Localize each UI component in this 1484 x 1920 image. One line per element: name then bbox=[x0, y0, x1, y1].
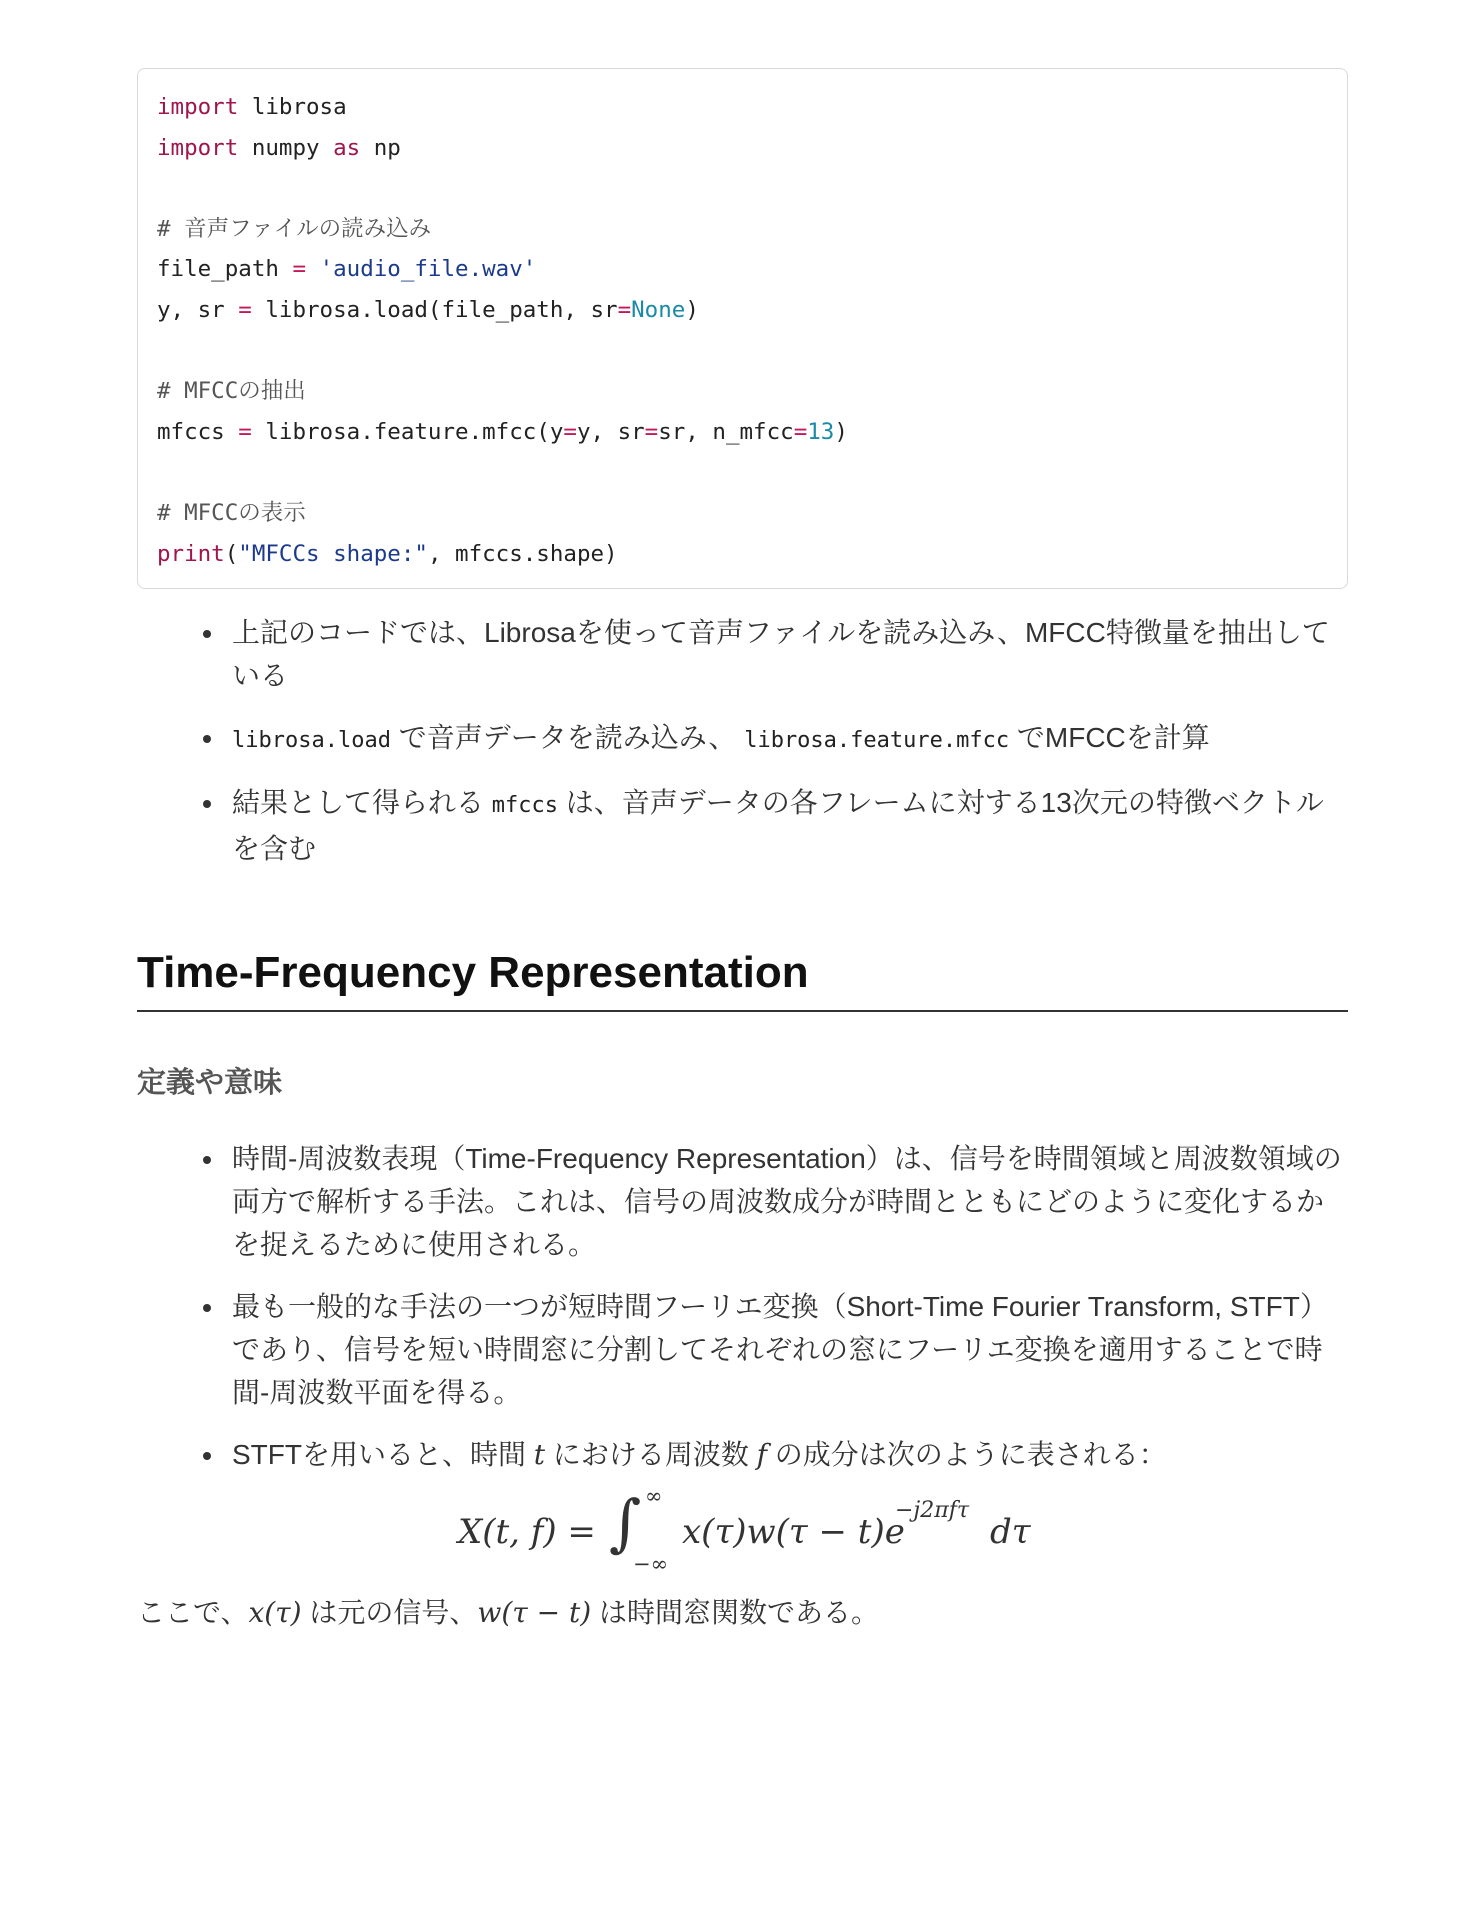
math-variable: t bbox=[533, 1438, 546, 1472]
code-token: 13 bbox=[807, 418, 835, 445]
paragraph-text: は元の信号、 bbox=[301, 1597, 478, 1629]
code-token: librosa.feature.mfcc(y bbox=[251, 418, 564, 445]
code-token: # MFCCの抽出 bbox=[157, 378, 306, 405]
stft-formula bbox=[137, 1482, 1348, 1577]
code-token: librosa bbox=[238, 94, 347, 120]
closing-paragraph bbox=[137, 1591, 1348, 1634]
code-token: import bbox=[157, 134, 239, 161]
code-line bbox=[157, 128, 1328, 169]
code-token: ( bbox=[224, 540, 239, 567]
code-token: mfccs bbox=[157, 418, 239, 445]
document-page bbox=[137, 68, 1348, 1634]
list-item: 時間-周波数表現（Time-Frequency Representation）は、信号を時間領域と周波数領域の両方で解析する手法。これは、信号の周波数成分が時間とともにどのように変化するかを捉えるために使用される。 bbox=[137, 1137, 1348, 1266]
inline-code: librosa.load bbox=[232, 728, 391, 754]
code-token: librosa.load(file_path, sr bbox=[251, 296, 618, 323]
code-token: = bbox=[563, 418, 577, 445]
code-line bbox=[157, 87, 1328, 128]
code-token: # MFCCの表示 bbox=[157, 499, 306, 526]
list-item-text: 結果として得られる bbox=[232, 787, 492, 819]
code-line bbox=[157, 331, 1328, 372]
paragraph-text: ここで、 bbox=[137, 1597, 249, 1629]
formula-lhs: X(t, f) = bbox=[458, 1512, 596, 1553]
math-expression: w(τ − t) bbox=[477, 1596, 592, 1630]
code-token: None bbox=[631, 296, 686, 323]
code-token: ) bbox=[834, 418, 848, 445]
subsection-heading: 定義や意味 bbox=[137, 1067, 283, 1100]
definition-list bbox=[137, 1137, 1348, 1476]
code-token: sr, n_mfcc bbox=[658, 418, 794, 445]
code-line bbox=[157, 534, 1328, 575]
code-token: = bbox=[238, 418, 252, 445]
code-token: np bbox=[360, 134, 401, 161]
formula-exponent: −j2πfτ bbox=[895, 1498, 970, 1524]
list-item bbox=[137, 716, 1348, 762]
code-token: numpy bbox=[238, 134, 334, 161]
list-item-text: の成分は次のように表される： bbox=[766, 1439, 1167, 1471]
code-token: file_path bbox=[157, 256, 293, 283]
list-item: 最も一般的な手法の一つが短時間フーリエ変換（Short-Time Fourier Transform, STFT）であり、信号を短い時間窓に分割してそれぞれの窓にフーリエ変換を適用することで時間-周波数平面を得る。 bbox=[137, 1285, 1348, 1414]
section-heading: Time-Frequency Representation bbox=[137, 948, 1348, 1012]
list-item-text: で音声データを読み込み、 bbox=[390, 722, 745, 754]
code-token: import bbox=[157, 94, 239, 120]
formula-dtau: dτ bbox=[990, 1512, 1031, 1553]
paragraph-text: は時間窓関数である。 bbox=[591, 1597, 879, 1629]
math-variable: f bbox=[756, 1438, 767, 1472]
list-item-text: における周波数 bbox=[545, 1439, 757, 1471]
code-line bbox=[157, 371, 1328, 412]
code-line bbox=[157, 168, 1328, 209]
code-token: print bbox=[157, 540, 225, 567]
code-token: 'audio_file.wav' bbox=[319, 256, 537, 283]
list-item: 上記のコードでは、Librosaを使って音声ファイルを読み込み、MFCC特徴量を抽出している bbox=[137, 611, 1348, 697]
code-token: "MFCCs shape:" bbox=[238, 540, 428, 567]
code-line bbox=[157, 493, 1328, 534]
code-token bbox=[306, 256, 320, 282]
code-token: ) bbox=[685, 296, 699, 323]
list-item-text: は、音声データの各フレームに対する13次元の特徴ベクトルを含む bbox=[232, 787, 1324, 865]
integral-lower-limit: −∞ bbox=[633, 1552, 669, 1577]
code-explanation-list bbox=[137, 611, 1348, 870]
code-token: y, sr bbox=[157, 296, 239, 323]
code-token: y, sr bbox=[576, 418, 645, 445]
integral-sign: ∫ bbox=[609, 1486, 642, 1560]
code-token: = bbox=[617, 296, 632, 323]
code-token: = bbox=[292, 256, 307, 283]
code-token: = bbox=[644, 418, 659, 445]
inline-code: mfccs bbox=[491, 793, 559, 819]
code-line bbox=[157, 290, 1328, 331]
math-expression: x(τ) bbox=[248, 1596, 302, 1630]
code-line bbox=[157, 209, 1328, 250]
integral-upper-limit: ∞ bbox=[645, 1484, 663, 1509]
inline-code: librosa.feature.mfcc bbox=[744, 728, 1010, 754]
code-token: , mfccs.shape) bbox=[427, 540, 618, 567]
code-line bbox=[157, 412, 1328, 453]
formula-body: x(τ)w(τ − t)e bbox=[682, 1512, 905, 1553]
list-item bbox=[137, 781, 1348, 870]
code-line bbox=[157, 452, 1328, 493]
code-line bbox=[157, 249, 1328, 290]
code-token: = bbox=[238, 296, 252, 323]
code-token: # 音声ファイルの読み込み bbox=[157, 215, 432, 242]
code-block bbox=[137, 68, 1348, 589]
list-item-text: でMFCCを計算 bbox=[1009, 722, 1210, 754]
code-token: = bbox=[793, 418, 808, 445]
list-item bbox=[137, 1433, 1348, 1476]
list-item-text: STFTを用いると、時間 bbox=[232, 1439, 534, 1471]
code-token: as bbox=[333, 134, 361, 161]
